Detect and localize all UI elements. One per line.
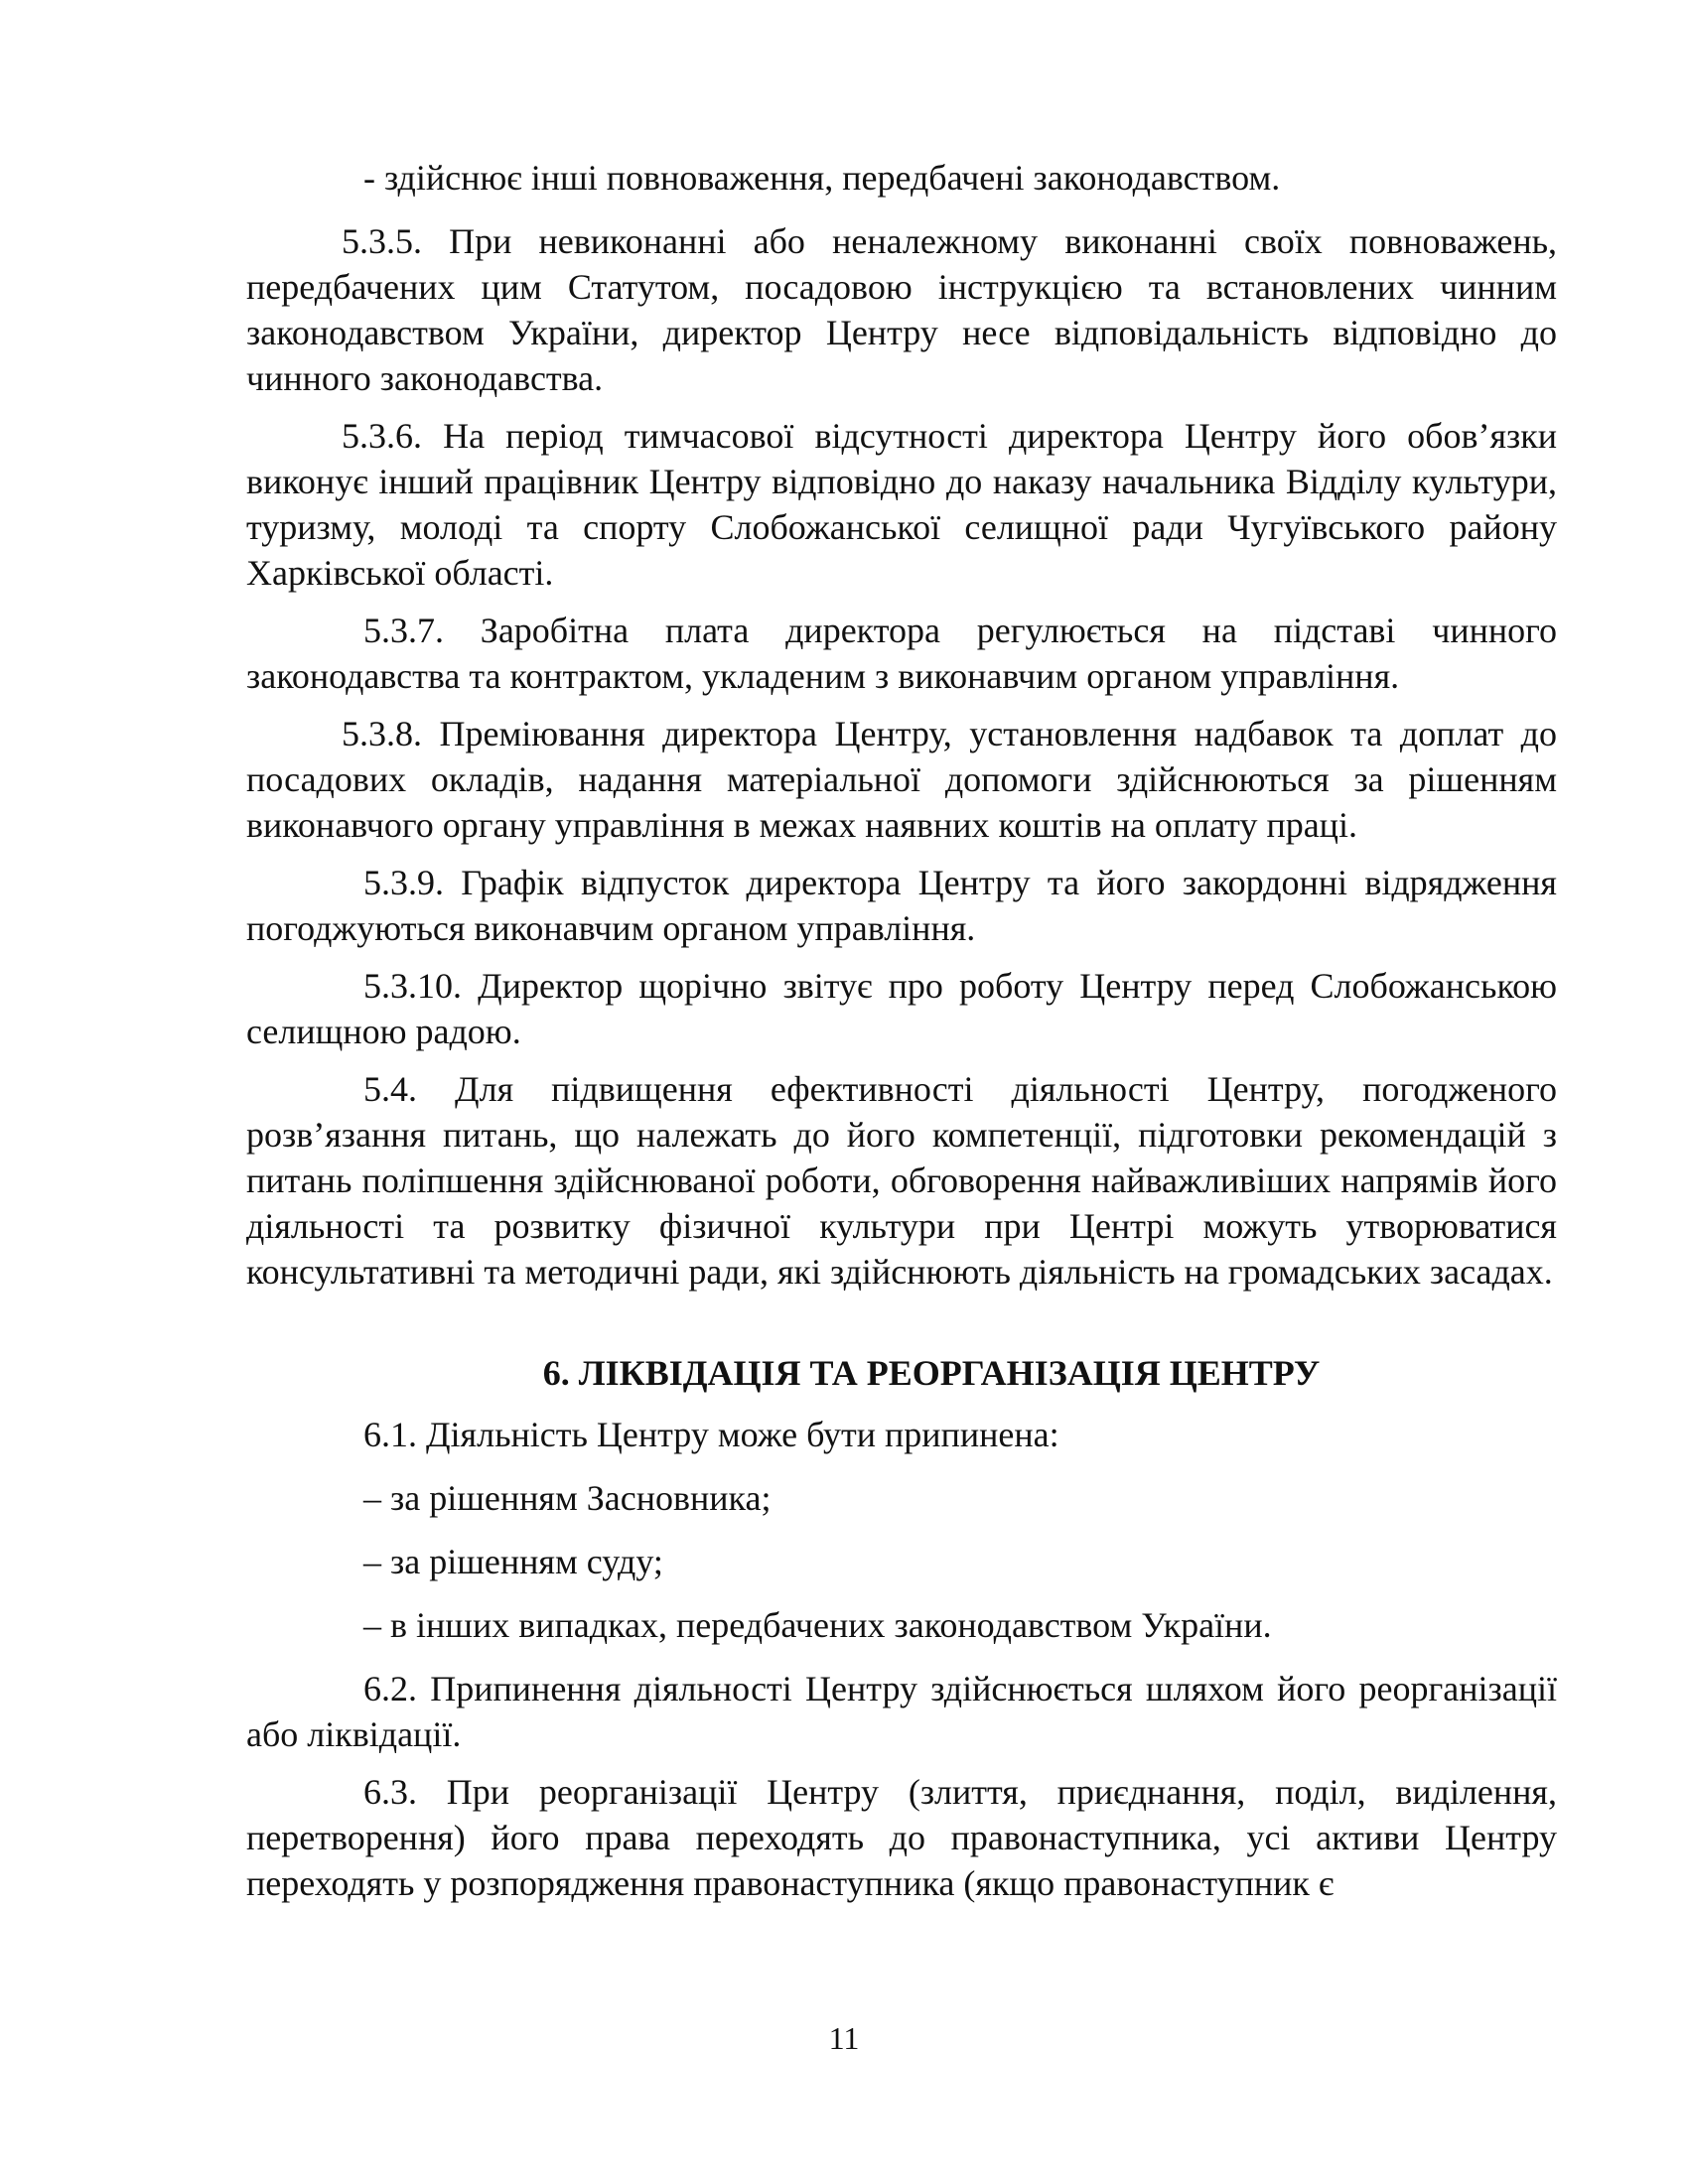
paragraph-5-3-6: 5.3.6. На період тимчасової відсутності директора Центру його обов’язки виконує інший працівник Центру відповідно до наказу начальника Відділу культури, туризму, молоді та спорту Слобожанської селищної ради Чугуївського району Харківської області. — [246, 416, 1557, 593]
paragraph-5-3-5: 5.3.5. При невиконанні або неналежному виконанні своїх повноважень, передбачених цим Статутом, посадовою інструкцією та встановлених чинним законодавством України, директор Центру несе відповідальність відповідно до чинного законодавства. — [246, 221, 1557, 398]
paragraph-6-2: 6.2. Припинення діяльності Центру здійснюється шляхом його реорганізації або ліквідації. — [246, 1669, 1557, 1754]
paragraph-other-powers: - здійснює інші повноваження, передбачені законодавством. — [363, 158, 1281, 198]
paragraph-5-3-10: 5.3.10. Директор щорічно звітує про роботу Центру перед Слобожанською селищною радою. — [246, 966, 1557, 1051]
section-heading: 6. ЛІКВІДАЦІЯ ТА РЕОРГАНІЗАЦІЯ ЦЕНТРУ — [542, 1353, 1321, 1393]
paragraph-6-1: 6.1. Діяльність Центру може бути припинена: — [363, 1415, 1059, 1454]
document-body — [246, 155, 1557, 1918]
paragraph-6-3: 6.3. При реорганізації Центру (злиття, приєднання, поділ, виділення, перетворення) його права переходять до правонаступника, усі активи Центру переходять у розпорядження правонаступника (якщо правонаступник є — [246, 1772, 1557, 1903]
page-number: 11 — [828, 2020, 860, 2056]
list-item-founder-decision: – за рішенням Засновника; — [363, 1478, 772, 1518]
paragraph-5-3-8: 5.3.8. Преміювання директора Центру, установлення надбавок та доплат до посадових окладів, надання матеріальної допомоги здійснюються за рішенням виконавчого органу управління в межах наявних коштів на оплату праці. — [246, 714, 1557, 845]
paragraph-5-4: 5.4. Для підвищення ефективності діяльності Центру, погодженого розв’язання питань, що належать до його компетенції, підготовки рекомендацій з питань поліпшення здійснюваної роботи, обговорення найважливіших напрямів його діяльності та розвитку фізичної культури при Центрі можуть утворюватися консультативні та методичні ради, які здійснюють діяльність на громадських засадах. — [246, 1069, 1557, 1292]
paragraph-5-3-9: 5.3.9. Графік відпусток директора Центру та його закордонні відрядження погоджуються виконавчим органом управління. — [246, 863, 1557, 948]
paragraph-5-3-7: 5.3.7. Заробітна плата директора регулюється на підставі чинного законодавства та контрактом, укладеним з виконавчим органом управління. — [246, 611, 1557, 696]
list-item-other-cases: – в інших випадках, передбачених законодавством України. — [363, 1605, 1272, 1645]
list-item-court-decision: – за рішенням суду; — [363, 1542, 663, 1581]
